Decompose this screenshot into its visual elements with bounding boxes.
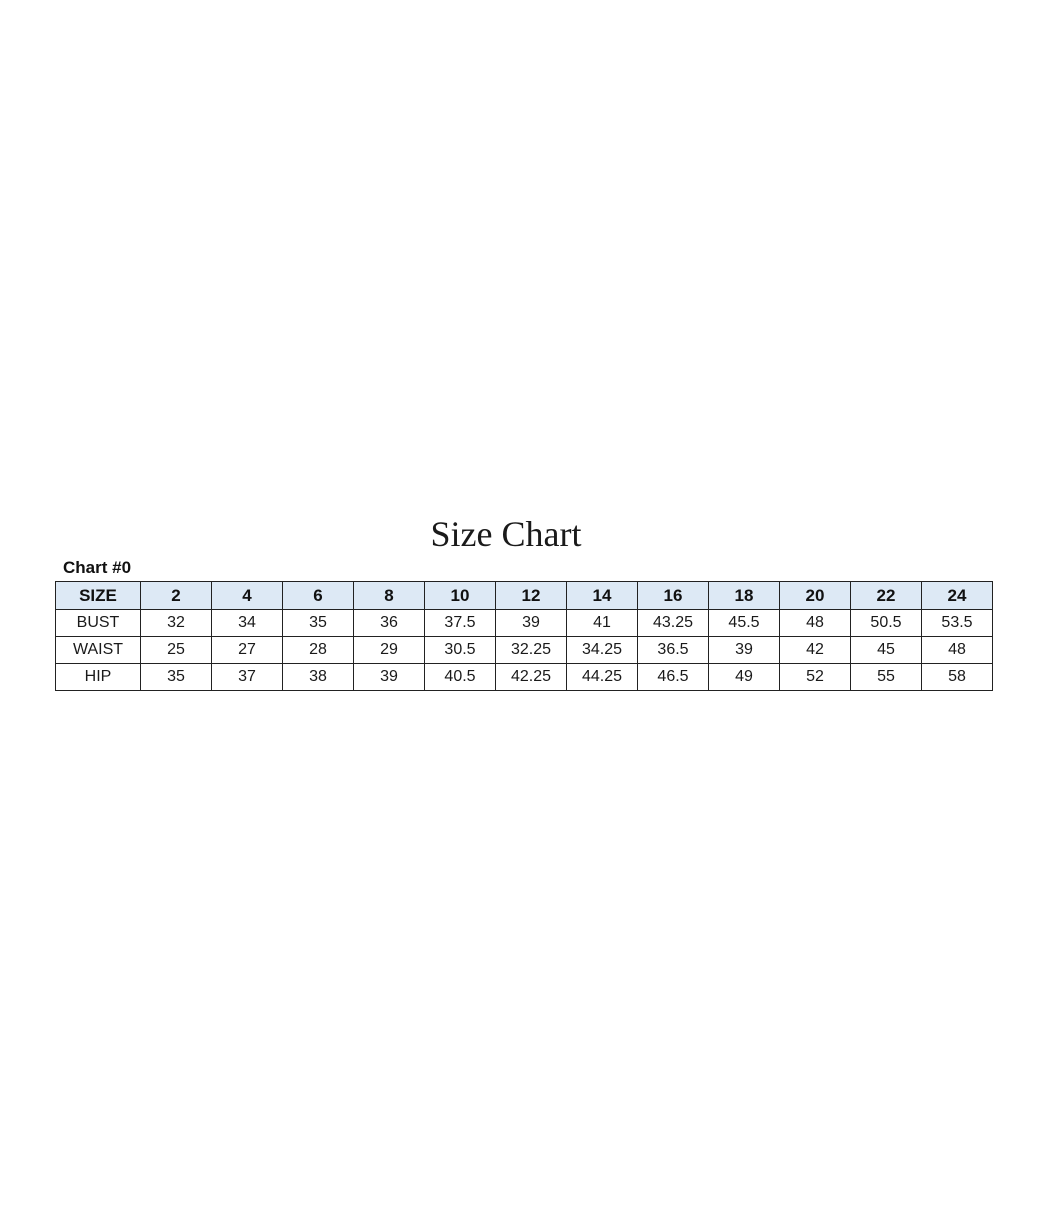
table-cell: 52 — [780, 664, 851, 691]
table-row-hip — [56, 664, 993, 691]
table-cell: 53.5 — [922, 610, 993, 637]
table-cell: 38 — [283, 664, 354, 691]
table-cell: 39 — [354, 664, 425, 691]
header-cell: 2 — [141, 582, 212, 610]
table-cell: 35 — [283, 610, 354, 637]
table-cell: 42 — [780, 637, 851, 664]
table-row-bust — [56, 610, 993, 637]
header-cell: 18 — [709, 582, 780, 610]
table-cell: 45.5 — [709, 610, 780, 637]
table-cell: 43.25 — [638, 610, 709, 637]
row-label: WAIST — [56, 637, 141, 664]
table-cell: 29 — [354, 637, 425, 664]
table-cell: 27 — [212, 637, 283, 664]
row-label: BUST — [56, 610, 141, 637]
table-row-waist — [56, 637, 993, 664]
chart-subtitle: Chart #0 — [63, 558, 132, 577]
table-cell: 48 — [780, 610, 851, 637]
header-cell: 14 — [567, 582, 638, 610]
header-cell: SIZE — [56, 582, 141, 610]
table-cell: 28 — [283, 637, 354, 664]
table-cell: 41 — [567, 610, 638, 637]
table-cell: 55 — [851, 664, 922, 691]
table-cell: 32.25 — [496, 637, 567, 664]
table-cell: 30.5 — [425, 637, 496, 664]
header-cell: 4 — [212, 582, 283, 610]
header-cell: 16 — [638, 582, 709, 610]
header-cell: 12 — [496, 582, 567, 610]
header-cell: 20 — [780, 582, 851, 610]
table-cell: 25 — [141, 637, 212, 664]
header-cell: 24 — [922, 582, 993, 610]
table-cell: 45 — [851, 637, 922, 664]
header-cell: 6 — [283, 582, 354, 610]
header-cell: 22 — [851, 582, 922, 610]
header-cell: 8 — [354, 582, 425, 610]
table-cell: 34.25 — [567, 637, 638, 664]
row-label: HIP — [56, 664, 141, 691]
table-cell: 39 — [709, 637, 780, 664]
table-cell: 36.5 — [638, 637, 709, 664]
table-cell: 35 — [141, 664, 212, 691]
header-cell: 10 — [425, 582, 496, 610]
table-cell: 37 — [212, 664, 283, 691]
table-cell: 34 — [212, 610, 283, 637]
table-cell: 58 — [922, 664, 993, 691]
table-cell: 32 — [141, 610, 212, 637]
table-cell: 40.5 — [425, 664, 496, 691]
size-table — [55, 581, 993, 691]
table-cell: 49 — [709, 664, 780, 691]
table-cell: 42.25 — [496, 664, 567, 691]
table-cell: 50.5 — [851, 610, 922, 637]
table-header-row — [56, 582, 993, 610]
table-cell: 48 — [922, 637, 993, 664]
table-cell: 36 — [354, 610, 425, 637]
page-title: Size Chart — [430, 514, 582, 554]
table-cell: 37.5 — [425, 610, 496, 637]
table-cell: 39 — [496, 610, 567, 637]
table-cell: 46.5 — [638, 664, 709, 691]
table-cell: 44.25 — [567, 664, 638, 691]
